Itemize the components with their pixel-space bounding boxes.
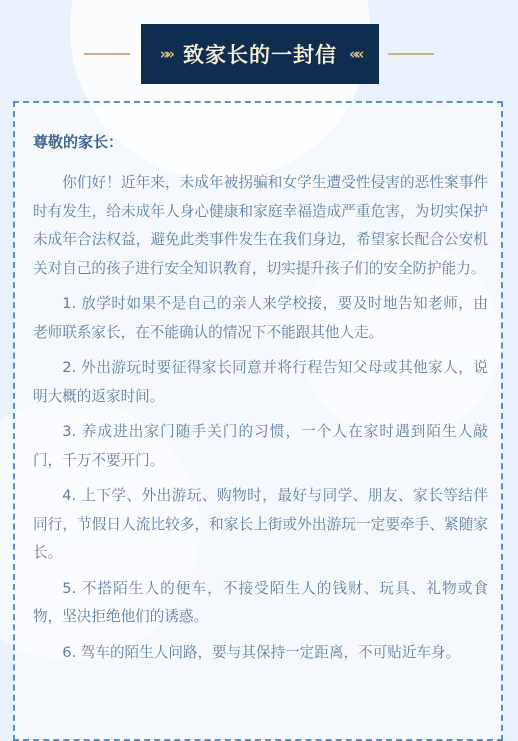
letter-paragraph-item-4: 4. 上下学、外出游玩、购物时，最好与同学、朋友、家长等结伴同行，节假日人流比较多，和家长上街或外出游玩一定要牵手、紧随家长。 (33, 487, 488, 561)
decorative-line-right (388, 53, 434, 55)
letter-body (33, 169, 488, 674)
letter-paragraph-item-1: 1. 放学时如果不是自己的亲人来学校接，要及时地告知老师，由老师联系家长，在不能确认的情况下不能跟其他人走。 (33, 295, 488, 341)
letter-salutation: 尊敬的家长： (33, 133, 124, 151)
letter-paragraph-intro: 你们好！近年来，未成年被拐骗和女学生遭受性侵害的恶性案事件时有发生，给未成年人身心健康和家庭幸福造成严重危害，为切实保护未成年合法权益，避免此类事件发生在我们身边，希望家长配合公安机关对自己的孩子进行安全知识教育，切实提升孩子们的安全防护能力。 (33, 174, 488, 277)
letter-paragraph-item-5: 5. 不搭陌生人的便车，不接受陌生人的钱财、玩具、礼物或食物，坚决拒绝他们的诱惑。 (33, 579, 488, 625)
header-banner (0, 24, 518, 84)
letter-paragraph-item-3: 3. 养成进出家门随手关门的习惯，一个人在家时遇到陌生人敲门，千万不要开门。 (33, 423, 488, 469)
title-box (141, 24, 379, 84)
chevron-right-icon: »» (159, 44, 171, 63)
chevron-left-icon: «« (349, 44, 361, 63)
page-title: 致家长的一封信 (183, 43, 337, 67)
letter-content-box (13, 101, 503, 741)
letter-paragraph-item-6: 6. 驾车的陌生人问路，要与其保持一定距离，不可贴近车身。 (62, 643, 461, 661)
letter-paragraph-item-2: 2. 外出游玩时要征得家长同意并将行程告知父母或其他家人，说明大概的返家时间。 (33, 359, 488, 405)
decorative-line-left (84, 53, 130, 55)
